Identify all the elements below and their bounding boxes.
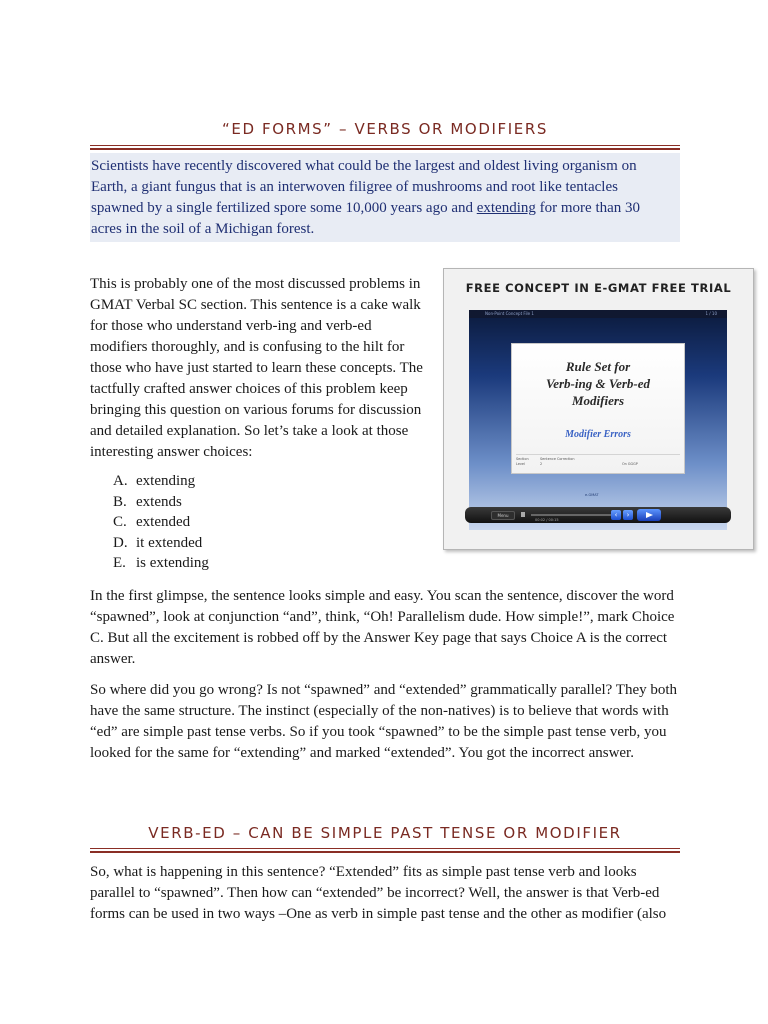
play-icon: [637, 509, 661, 521]
answer-choice: [113, 512, 209, 533]
slide-subtitle: Modifier Errors: [565, 429, 631, 440]
heading-text: “ED FORMS” – VERBS OR MODIFIERS: [222, 120, 548, 138]
slide-title-line: Modifiers: [572, 393, 624, 408]
slide-meta: [516, 454, 680, 467]
choice-letter: E.: [113, 555, 126, 571]
player-control-bar: [465, 507, 731, 523]
heading-rule-thin: [90, 848, 680, 849]
e-gmat-logo: e-GMAT: [585, 493, 599, 497]
answer-choice: [113, 553, 209, 574]
meta-row: [516, 462, 680, 467]
player-title-bar: [469, 310, 727, 318]
figure-caption: FREE CONCEPT IN E-GMAT FREE TRIAL: [465, 281, 732, 295]
meta-value: Sentence Correction: [540, 457, 575, 461]
meta-note: On GGGP: [622, 462, 638, 466]
menu-button: Menu: [491, 511, 515, 520]
choice-text: extends: [136, 493, 182, 510]
heading-rule-thick: [90, 148, 680, 150]
question-text-part1: Scientists have recently discovered what could be the largest and oldest living organism on Earth, a giant fungus that is an interwoven filigree of mushrooms and root like tentacles spawned by a single fertilized spore some 10,000 years ago and: [91, 158, 637, 216]
free-trial-figure: [443, 268, 754, 550]
volume-icon: [521, 512, 525, 517]
choice-letter: C.: [113, 514, 127, 530]
paragraph-what-happening: So, what is happening in this sentence? “Extended” fits as simple past tense verb and looks parallel to “spawned”. Then how can “extended” be incorrect? Well, the answer is that Verb-ed forms can be used in two ways –One as verb in simple past tense and the other as modifier (also: [90, 864, 667, 922]
section-heading-ed-forms: [90, 120, 680, 138]
prev-icon: ‹: [611, 510, 621, 520]
meta-value: 2: [540, 462, 543, 466]
question-sentence: [91, 156, 671, 240]
answer-choice: [113, 471, 209, 492]
paragraph-first-glimpse: In the first glimpse, the sentence looks simple and easy. You scan the sentence, discover the word “spawned”, look at conjunction “and”, think, “Oh! Parallelism dude. How simple!”, mark Choice C. But all the excitement is robbed off by the Answer Key page that says Choice A is the correct answer.: [90, 588, 675, 667]
player-title: Non-Point Concept File 1: [485, 311, 534, 316]
choice-text: extended: [136, 514, 191, 530]
choice-letter: A.: [113, 473, 128, 489]
choice-letter: B.: [113, 493, 127, 510]
choice-letter: D.: [113, 534, 128, 551]
next-icon: ›: [623, 510, 633, 520]
choice-text: it extended: [136, 534, 203, 551]
question-text-part2: for more than 30 acres in the soil of a Michigan forest.: [91, 200, 641, 237]
section-heading-verb-ed: [90, 824, 680, 842]
progress-track: [531, 514, 611, 516]
meta-label: Section: [516, 457, 529, 461]
choice-text: extending: [136, 473, 196, 489]
choice-text: is extending: [136, 555, 209, 571]
answer-choices-list: [113, 471, 209, 574]
answer-choice: [113, 492, 209, 513]
answer-choice: [113, 533, 209, 554]
video-player-screenshot: [469, 310, 727, 530]
heading-rule-thick: [90, 851, 680, 853]
player-page-counter: 1 / 10: [705, 311, 717, 316]
slide-panel: [511, 343, 685, 474]
underlined-word: extending: [476, 200, 536, 216]
slide-title-line: Rule Set for: [565, 359, 631, 374]
intro-paragraph: This is probably one of the most discussed problems in GMAT Verbal SC section. This sentence is a cake walk for those who understand verb-ing and verb-ed modifiers thoroughly, and is confusing to the hilt for those who have just started to learn these concepts. The tactfully crafted answer choices of this problem keep bringing this question on various forums for discussion and detailed explanation. So let’s take a look at those interesting answer choices:: [90, 276, 423, 460]
slide-title-line: Verb-ing & Verb-ed: [546, 376, 650, 391]
slide-title: [512, 358, 684, 409]
paragraph-where-wrong: So where did you go wrong? Is not “spawned” and “extended” grammatically parallel? They both have the same structure. The instinct (especially of the non-natives) is to believe that words with “ed” are simple past tense verbs. So if you took “spawned” to be the simple past tense verb, you looked for the same for “extending” and marked “extended”. You got the incorrect answer.: [90, 682, 678, 761]
heading-rule-thin: [90, 145, 680, 146]
heading-text: VERB-ED – CAN BE SIMPLE PAST TENSE OR MODIFIER: [148, 824, 622, 842]
meta-label: Level: [516, 462, 525, 466]
time-readout: 00:02 / 00:15: [535, 518, 559, 522]
